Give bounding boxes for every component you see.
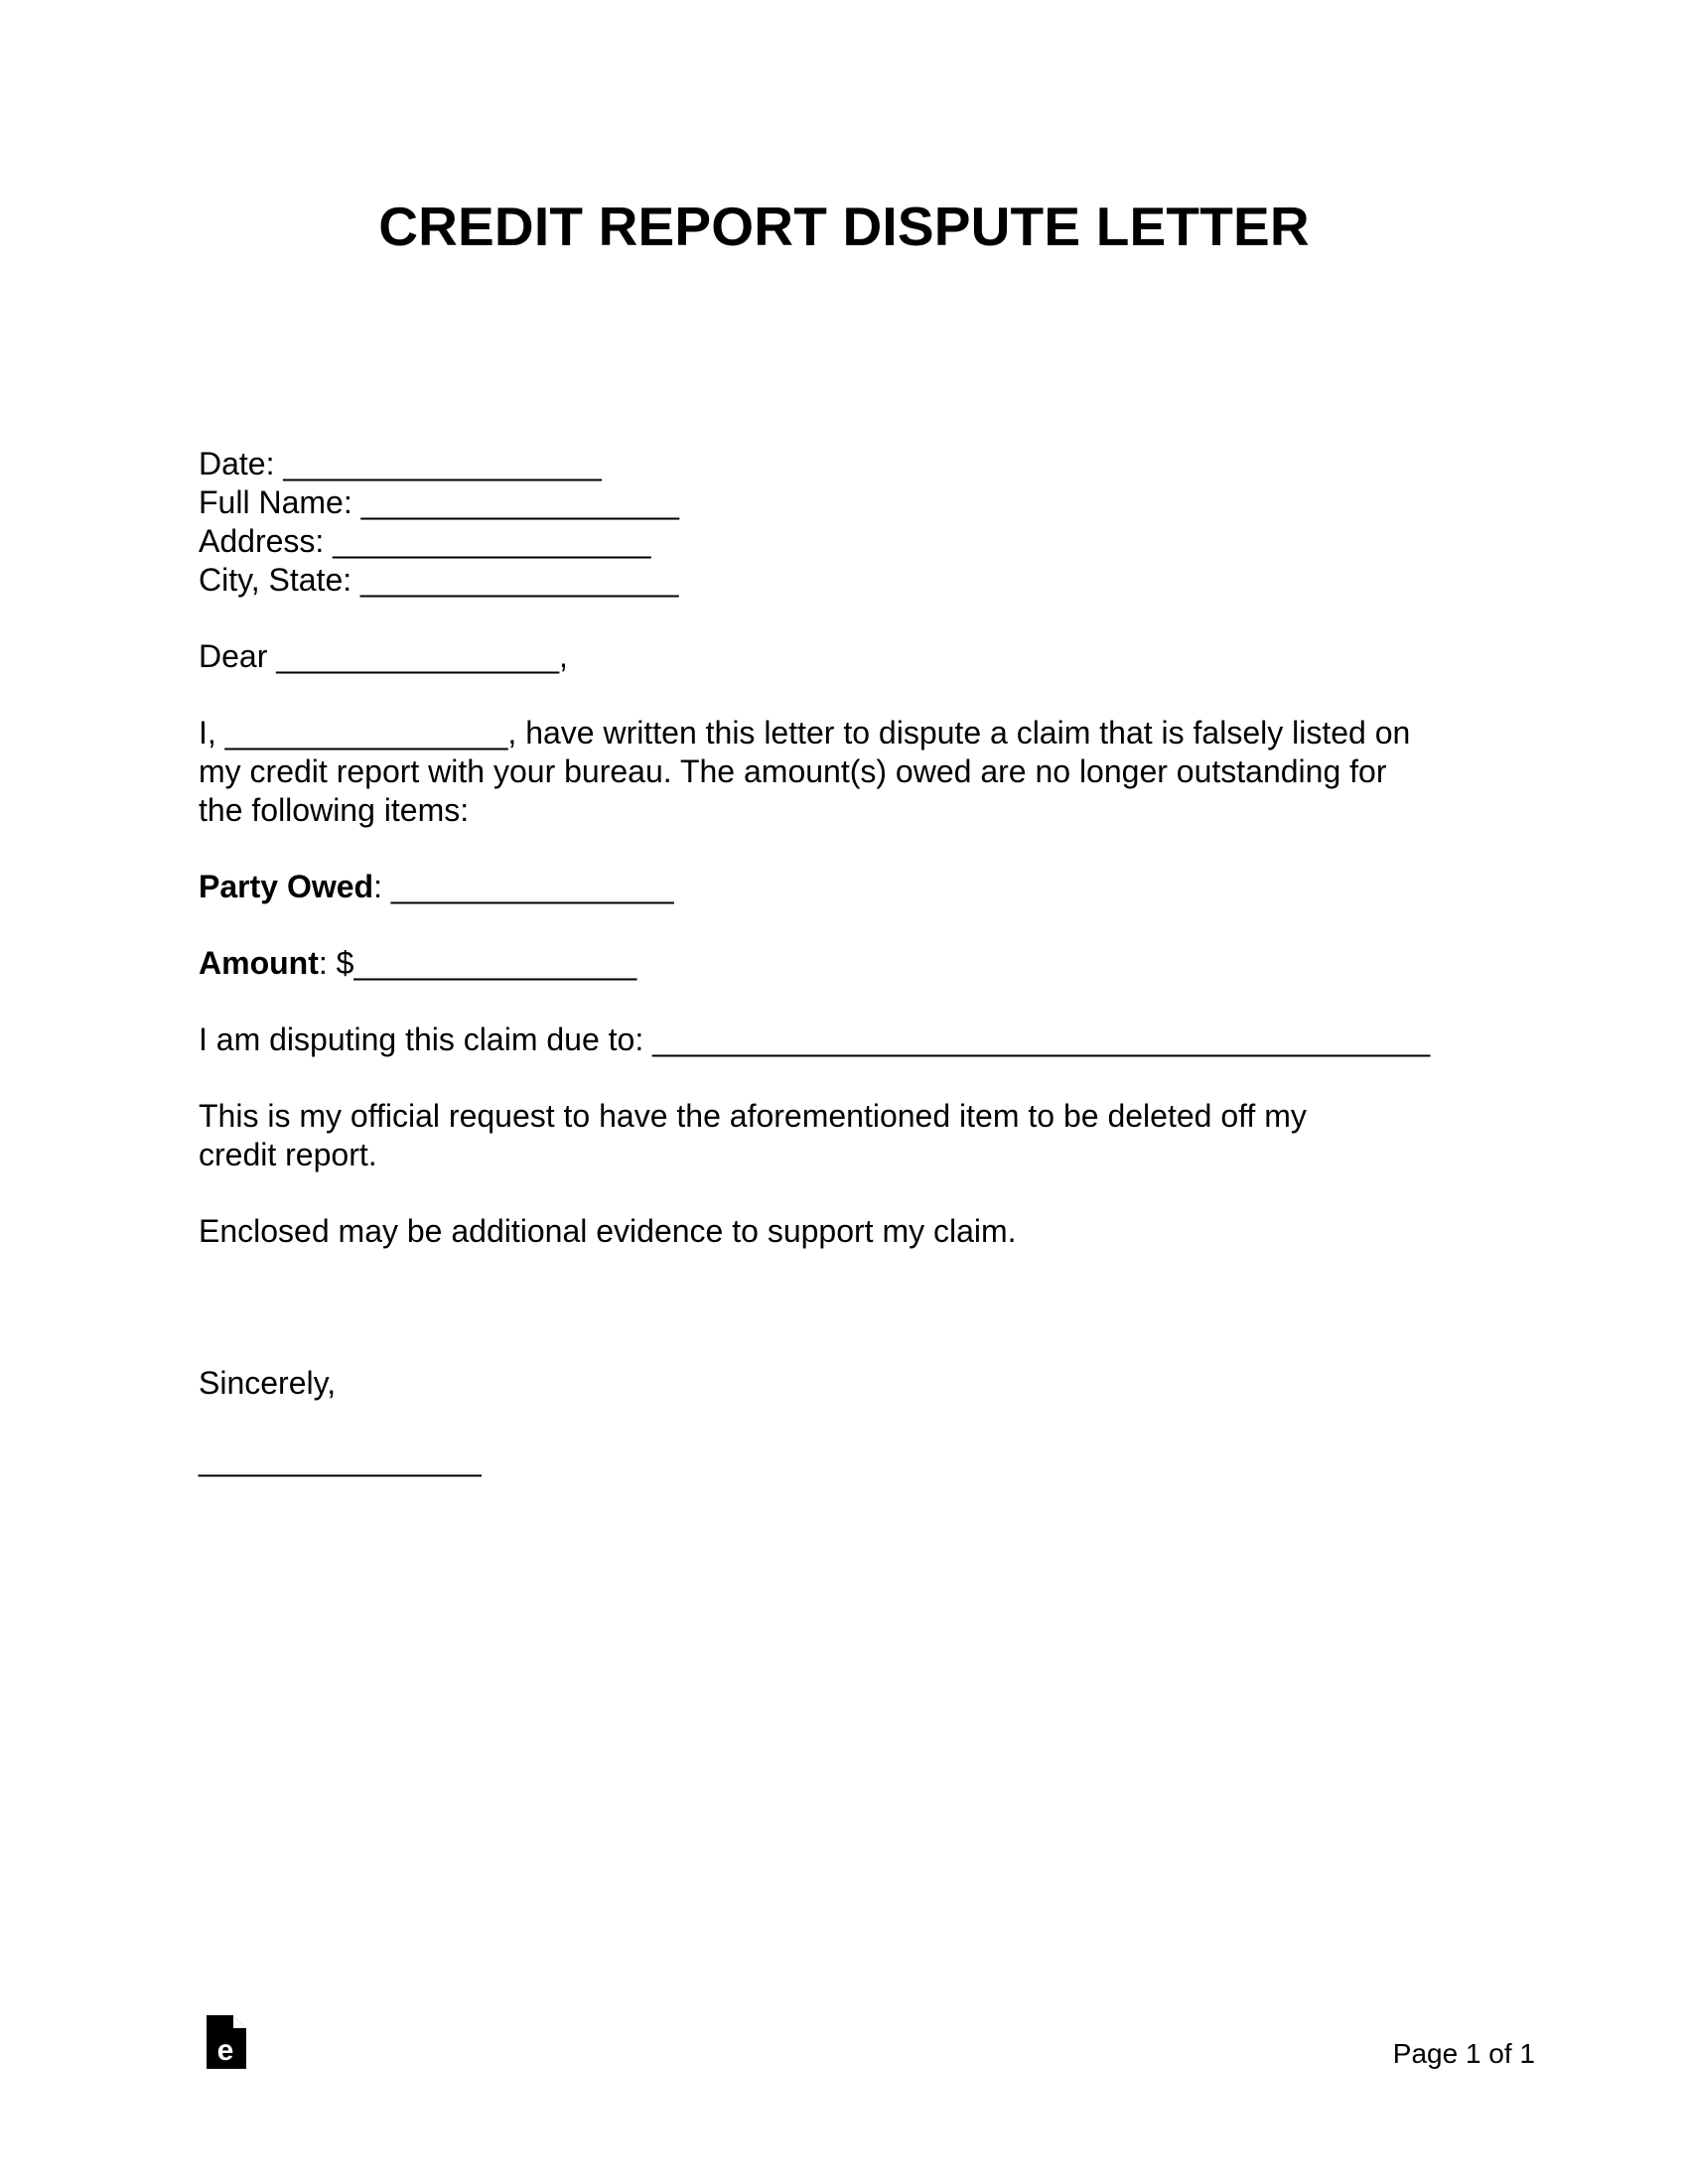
city-state-field: City, State: __________________ — [199, 562, 679, 598]
intro-line-1: I, ________________, have written this letter to dispute a claim that is falsely listed on — [199, 715, 1411, 751]
party-owed-label: Party Owed — [199, 869, 374, 904]
page-number: Page 1 of 1 — [1392, 2038, 1535, 2069]
amount-label: Amount — [199, 945, 319, 981]
spacer — [199, 1251, 1489, 1364]
spacer — [199, 906, 1489, 944]
party-owed-blank: : ________________ — [373, 869, 674, 904]
party-owed-field — [199, 868, 1489, 906]
intro-line-3: the following items: — [199, 792, 470, 828]
full-name-field: Full Name: __________________ — [199, 484, 679, 520]
request-line-2: credit report. — [199, 1137, 377, 1172]
date-field: Date: __________________ — [199, 446, 602, 481]
spacer — [199, 600, 1489, 637]
amount-blank: : $________________ — [318, 945, 637, 981]
letter-body — [199, 445, 1489, 1479]
eforms-logo-icon — [207, 2015, 246, 2069]
enclosed-text: Enclosed may be additional evidence to support my claim. — [199, 1213, 1017, 1249]
request-line-1: This is my official request to have the aforementioned item to be deleted off my — [199, 1098, 1307, 1134]
spacer — [199, 983, 1489, 1021]
signature-line: ________________ — [199, 1441, 482, 1477]
amount-field — [199, 944, 1489, 983]
intro-line-2: my credit report with your bureau. The amount(s) owed are no longer outstanding for — [199, 753, 1387, 789]
spacer — [199, 830, 1489, 868]
spacer — [199, 1403, 1489, 1440]
closing: Sincerely, — [199, 1365, 337, 1401]
spacer — [199, 1059, 1489, 1097]
page-title: CREDIT REPORT DISPUTE LETTER — [378, 196, 1310, 257]
spacer — [199, 676, 1489, 714]
svg-text:e: e — [216, 2034, 234, 2067]
address-field: Address: __________________ — [199, 523, 651, 559]
dispute-reason-field: I am disputing this claim due to: ____________________________________________ — [199, 1022, 1431, 1057]
salutation: Dear ________________, — [199, 638, 568, 674]
spacer — [199, 1174, 1489, 1212]
